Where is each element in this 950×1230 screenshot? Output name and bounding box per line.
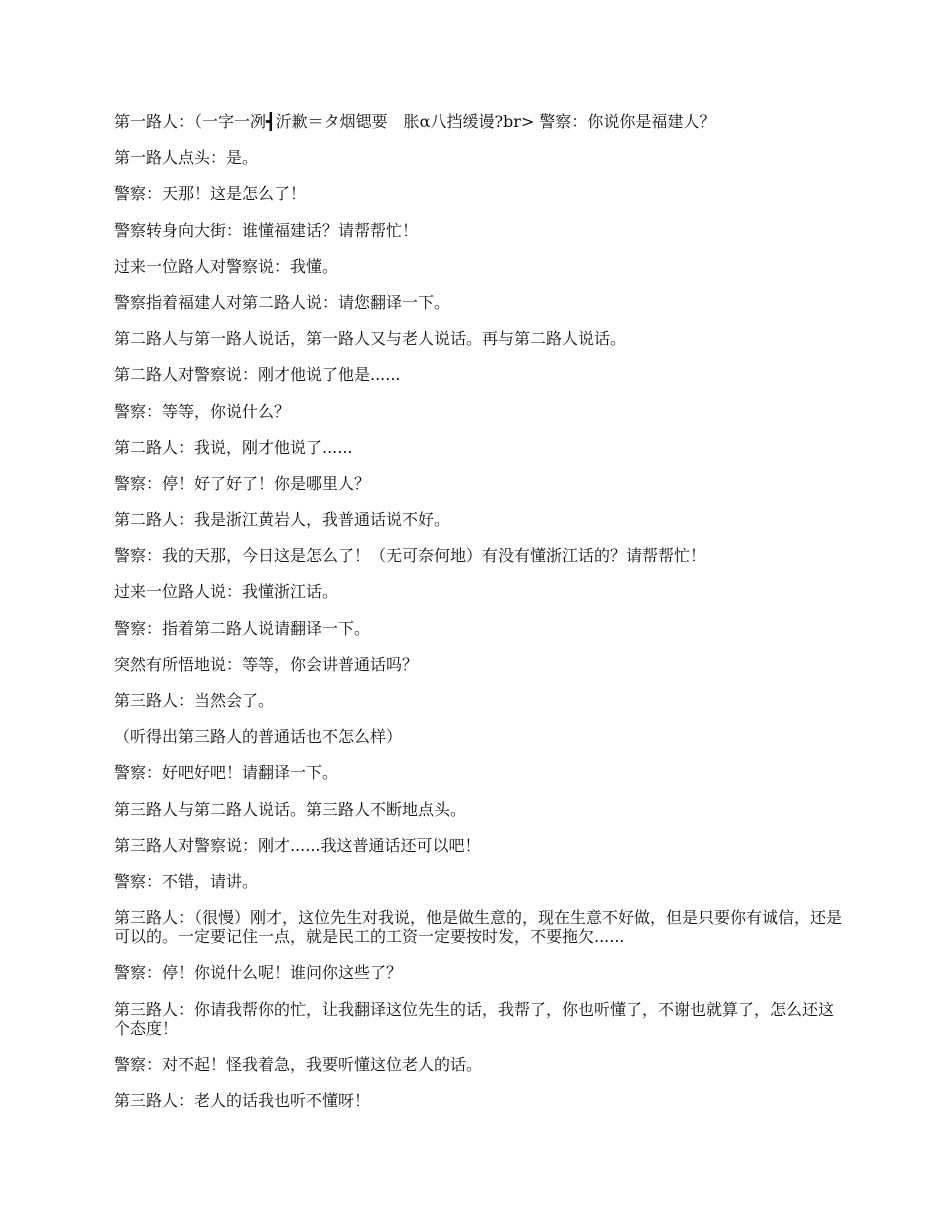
paragraph: 第二路人与第一路人说话，第一路人又与老人说话。再与第二路人说话。 bbox=[114, 329, 627, 349]
paragraph: 第一路人：（一字一冽┫沂歉＝タ烟锶要 胀α八挡缓谩?br> 警察：你说你是福建人？ bbox=[114, 112, 716, 131]
paragraph: 警察：不错，请讲。 bbox=[114, 871, 259, 891]
paragraph: 警察：天那！这是怎么了！ bbox=[114, 184, 307, 204]
paragraph: 第三路人：你请我帮你的忙，让我翻译这位先生的话，我帮了，你也听懂了，不谢也就算了，怎么还这个态度！ bbox=[114, 999, 835, 1038]
paragraph: 过来一位路人对警察说：我懂。 bbox=[114, 256, 339, 276]
paragraph: 警察转身向大街：谁懂福建话？请帮帮忙！ bbox=[114, 220, 419, 240]
paragraph: （听得出第三路人的普通话也不怎么样） bbox=[114, 727, 403, 747]
paragraph: 第三路人与第二路人说话。第三路人不断地点头。 bbox=[114, 799, 467, 819]
paragraph: 警察：停！你说什么呢！谁问你这些了？ bbox=[114, 963, 403, 983]
document-body bbox=[114, 112, 844, 1127]
paragraph: 警察：我的天那，今日这是怎么了！（无可奈何地）有没有懂浙江话的？请帮帮忙！ bbox=[114, 546, 707, 566]
paragraph: 警察：好吧好吧！请翻译一下。 bbox=[114, 763, 339, 783]
paragraph: 警察：等等，你说什么？ bbox=[114, 401, 291, 421]
paragraph: 第三路人：老人的话我也听不懂呀！ bbox=[114, 1090, 371, 1110]
paragraph: 警察指着福建人对第二路人说：请您翻译一下。 bbox=[114, 292, 451, 312]
paragraph: 警察：停！好了好了！你是哪里人？ bbox=[114, 473, 371, 493]
paragraph: 第三路人对警察说：刚才......我这普通话还可以吧！ bbox=[114, 835, 481, 855]
paragraph: 第二路人：我是浙江黄岩人，我普通话说不好。 bbox=[114, 510, 451, 530]
paragraph: 第二路人：我说，刚才他说了...... bbox=[114, 437, 353, 457]
paragraph: 第二路人对警察说：刚才他说了他是...... bbox=[114, 365, 401, 385]
paragraph: 警察：对不起！怪我着急，我要听懂这位老人的话。 bbox=[114, 1054, 483, 1074]
paragraph: 警察：指着第二路人说请翻译一下。 bbox=[114, 618, 371, 638]
paragraph: 第一路人点头：是。 bbox=[114, 148, 259, 168]
paragraph: 第三路人：（很慢）刚才，这位先生对我说，他是做生意的，现在生意不好做，但是只要你有诚信，还是可以的。一定要记住一点，就是民工的工资一定要按时发，不要拖欠...... bbox=[114, 908, 843, 947]
paragraph: 第三路人：当然会了。 bbox=[114, 691, 275, 710]
paragraph: 突然有所悟地说：等等，你会讲普通话吗？ bbox=[114, 654, 419, 674]
paragraph: 过来一位路人说：我懂浙江话。 bbox=[114, 582, 339, 602]
